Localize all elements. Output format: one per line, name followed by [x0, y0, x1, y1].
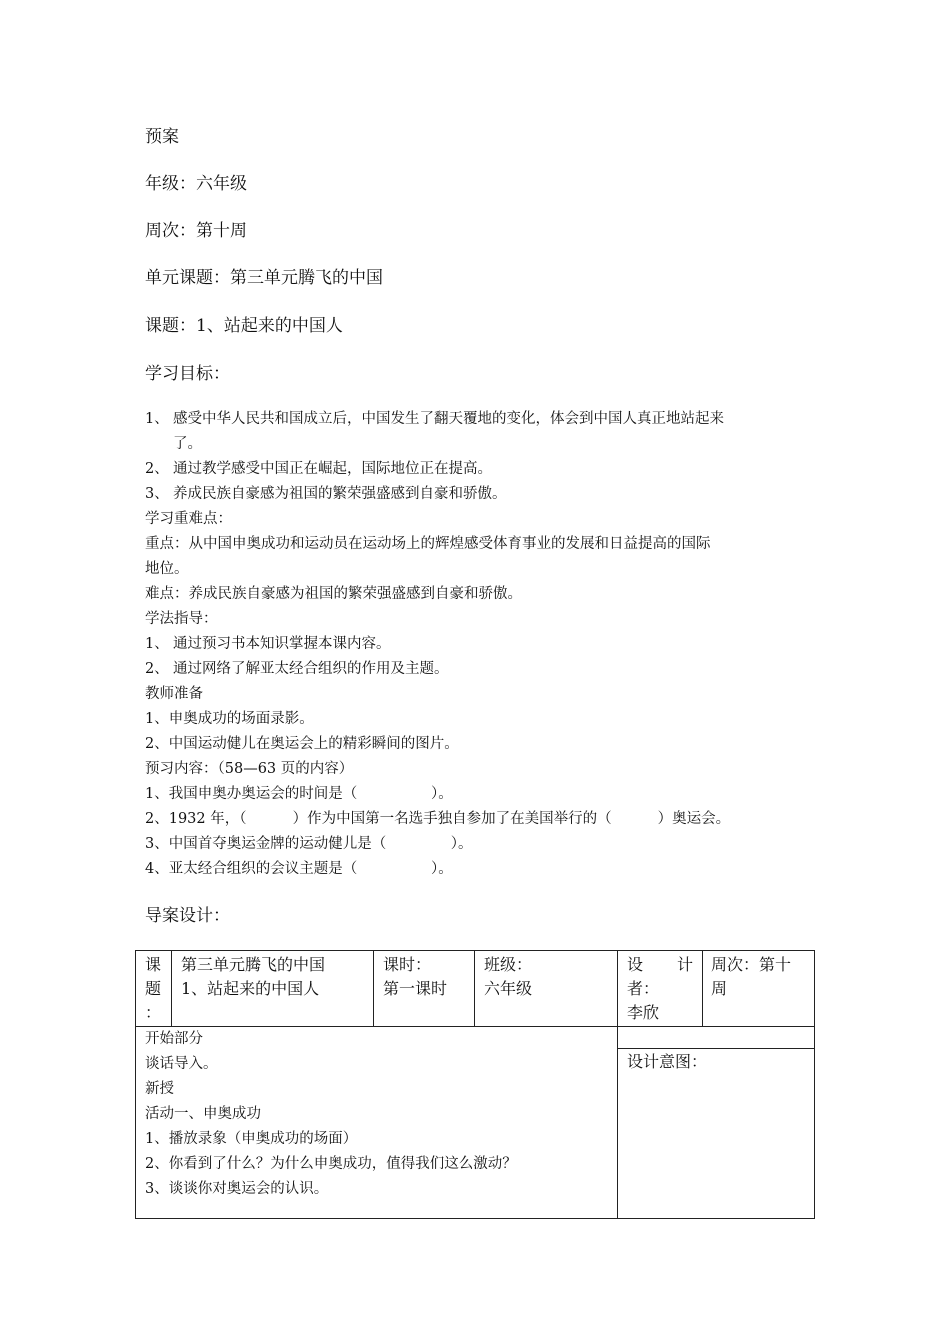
objective-1-num: 1、 — [145, 411, 169, 427]
cell-designer: 设 计 者： 李欣 — [627, 955, 693, 1022]
preview-item-2: 2、1932 年，（ ）作为中国第一名选手独自参加了在美国举行的（ ）奥运会。 — [145, 811, 731, 827]
week-line: 周次：第十周 — [145, 221, 247, 241]
table-border-left — [135, 950, 136, 1219]
objective-2-num: 2、 — [145, 461, 169, 477]
plan-line-7: 3、谈谈你对奥运会的认识。 — [145, 1181, 329, 1197]
table-col-divider-2 — [373, 950, 374, 1026]
preview-item-3: 3、中国首夺奥运金牌的运动健儿是（ ）。 — [145, 836, 473, 852]
objective-2-text: 通过教学感受中国正在崛起，国际地位正在提高。 — [173, 461, 492, 477]
table-col-divider-3 — [474, 950, 475, 1026]
table-col-divider-4 — [617, 950, 618, 1219]
cell-topic-value: 第三单元腾飞的中国 1、站起来的中国人 — [181, 955, 326, 998]
hard-point-line: 难点：养成民族自豪感为祖国的繁荣强盛感到自豪和骄傲。 — [145, 586, 522, 602]
cell-week: 周次：第十 周 — [711, 955, 792, 998]
objective-3-text: 养成民族自豪感为祖国的繁荣强盛感到自豪和骄傲。 — [173, 486, 507, 502]
grade-line: 年级：六年级 — [145, 174, 247, 194]
objective-3-num: 3、 — [145, 486, 169, 502]
table-border-top — [135, 950, 815, 951]
method-heading: 学法指导： — [145, 611, 218, 627]
difficulties-heading: 学习重难点： — [145, 511, 232, 527]
preview-item-1: 1、我国申奥办奥运会的时间是（ ）。 — [145, 786, 453, 802]
cell-class: 班级： 六年级 — [484, 955, 533, 998]
cell-period: 课时： 第一课时 — [383, 955, 448, 998]
method-1-text: 通过预习书本知识掌握本课内容。 — [173, 636, 391, 652]
unit-line: 单元课题：第三单元腾飞的中国 — [145, 268, 383, 288]
guide-heading: 导案设计： — [145, 906, 230, 926]
table-row-divider-left — [135, 1026, 617, 1027]
key-point-line: 重点：从中国申奥成功和运动员在运动场上的辉煌感受体育事业的发展和日益提高的国际 — [145, 536, 711, 552]
plan-line-6: 2、你看到了什么？为什么申奥成功，值得我们这么激动？ — [145, 1156, 517, 1172]
key-point-line-cont: 地位。 — [145, 561, 189, 577]
plan-line-4: 活动一、申奥成功 — [145, 1106, 261, 1122]
preview-heading: 预习内容：（58—63 页的内容） — [145, 761, 354, 777]
teacher-prep-item-1: 1、申奥成功的场面录影。 — [145, 711, 314, 727]
plan-line-3: 新授 — [145, 1081, 174, 1097]
doc-title: 预案 — [145, 127, 179, 147]
method-2-num: 2、 — [145, 661, 169, 677]
table-border-bottom — [135, 1218, 815, 1219]
cell-topic-label: 课 题 ： — [145, 955, 162, 1022]
objectives-heading: 学习目标： — [145, 364, 230, 384]
table-col-divider-5 — [702, 950, 703, 1026]
objective-1-text-cont: 了。 — [173, 436, 202, 452]
table-border-right — [814, 950, 815, 1219]
plan-line-1: 开始部分 — [145, 1031, 203, 1047]
method-1-num: 1、 — [145, 636, 169, 652]
preview-item-4: 4、亚太经合组织的会议主题是（ ）。 — [145, 861, 453, 877]
lesson-line: 课题：1、站起来的中国人 — [145, 316, 343, 336]
objective-1-text: 感受中华人民共和国成立后，中国发生了翻天覆地的变化，体会到中国人真正地站起来 — [173, 411, 724, 427]
teacher-prep-heading: 教师准备 — [145, 686, 203, 702]
table-row-divider-right-b — [617, 1048, 815, 1049]
design-intent-label: 设计意图： — [627, 1052, 708, 1071]
plan-line-5: 1、播放录象（申奥成功的场面） — [145, 1131, 358, 1147]
table-row-divider-right-a — [617, 1026, 815, 1027]
plan-line-2: 谈话导入。 — [145, 1056, 218, 1072]
table-col-divider-1 — [171, 950, 172, 1026]
method-2-text: 通过网络了解亚太经合组织的作用及主题。 — [173, 661, 449, 677]
teacher-prep-item-2: 2、中国运动健儿在奥运会上的精彩瞬间的图片。 — [145, 736, 459, 752]
